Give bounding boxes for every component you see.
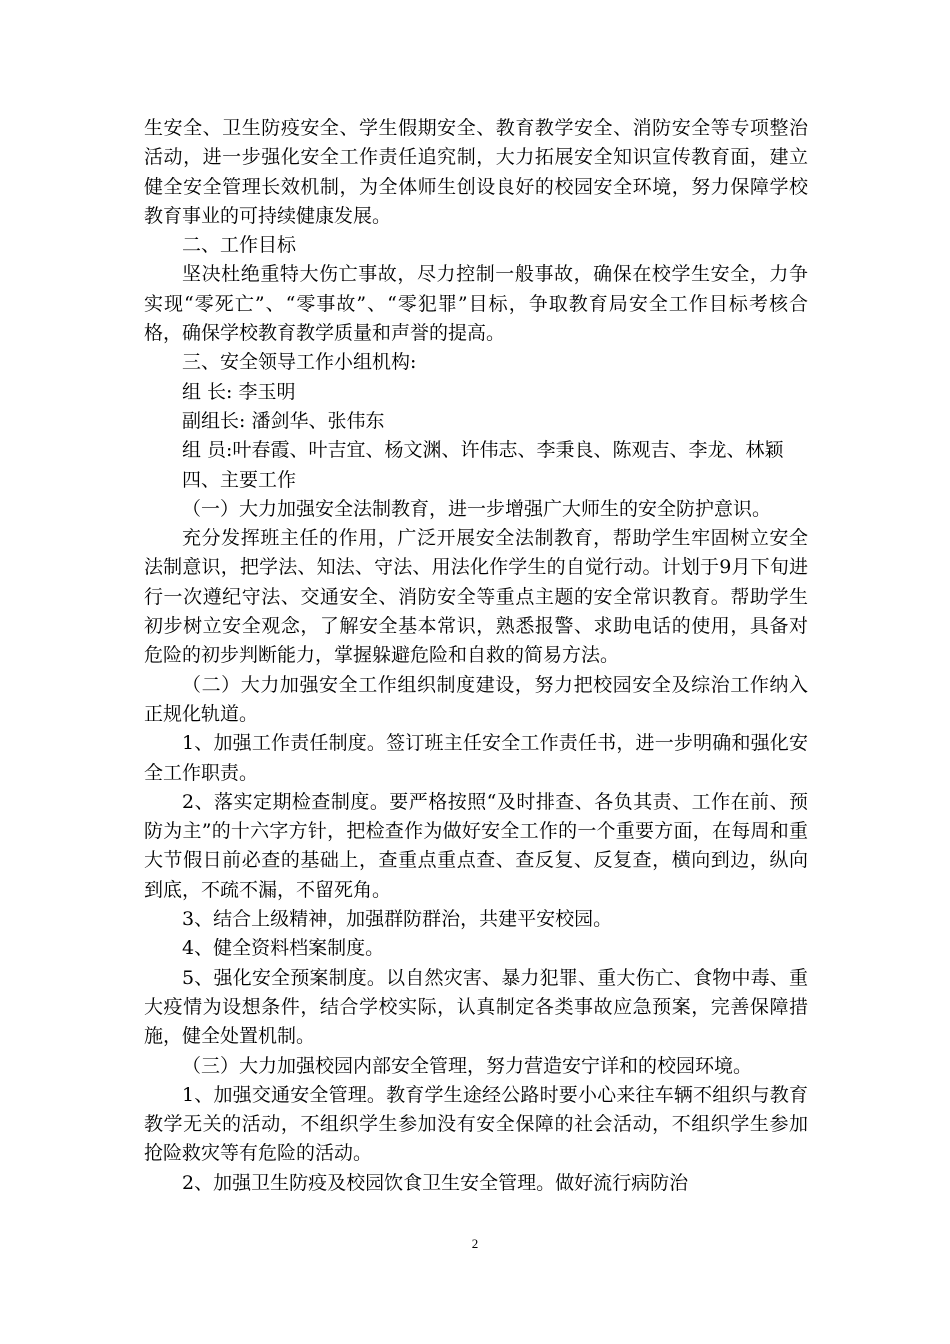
group-leader-line: 组 长: 李玉明 — [182, 380, 296, 403]
paragraph: 坚决杜绝重特大伤亡事故，尽力控制一般事故，确保在校学生安全，力争实现“零死亡”、“零事故”、“零犯罪”目标，争取教育局安全工作目标考核合格，确保学校教育教学质量和声誉的提高。 — [144, 263, 808, 345]
section-heading: 三、安全领导工作小组机构: — [182, 351, 417, 374]
list-item: 4、健全资料档案制度。 — [182, 937, 385, 960]
list-item: 1、加强交通安全管理。教育学生途经公路时要小心来往车辆不组织与教育教学无关的活动，不组织学生参加没有安全保障的社会活动，不组织学生参加抢险救灾等有危险的活动。 — [144, 1083, 808, 1165]
section-heading: 二、工作目标 — [182, 234, 297, 257]
page-number: 2 — [471, 1236, 479, 1251]
group-members-line: 组 员:叶春霞、叶吉宜、杨文渊、许伟志、李秉良、陈观吉、李龙、林颖 — [182, 439, 784, 462]
list-item: 1、加强工作责任制度。签订班主任安全工作责任书，进一步明确和强化安全工作职责。 — [144, 732, 808, 784]
deputy-leader-line: 副组长: 潘剑华、张伟东 — [182, 409, 385, 432]
document-body — [144, 114, 808, 1198]
list-item: 5、强化安全预案制度。以自然灾害、暴力犯罪、重大伤亡、食物中毒、重大疫情为设想条件，结合学校实际，认真制定各类事故应急预案，完善保障措施，健全处置机制。 — [144, 966, 808, 1048]
list-item: 2、落实定期检查制度。要严格按照“及时排查、各负其责、工作在前、预防为主”的十六字方针，把检查作为做好安全工作的一个重要方面，在每周和重大节假日前必查的基础上，查重点重点查、查反复、反复查，横向到边，纵向到底，不疏不漏，不留死角。 — [144, 790, 808, 901]
subsection-heading: （三）大力加强校园内部安全管理，努力营造安宁详和的校园环境。 — [182, 1054, 753, 1077]
section-heading: 四、主要工作 — [182, 468, 297, 491]
paragraph: 充分发挥班主任的作用，广泛开展安全法制教育，帮助学生牢固树立安全法制意识，把学法、知法、守法、用法化作学生的自觉行动。计划于9月下旬进行一次遵纪守法、交通安全、消防安全等重点主题的安全常识教育。帮助学生初步树立安全观念，了解安全基本常识，熟悉报警、求助电话的使用，具备对危险的初步判断能力，掌握躲避危险和自救的简易方法。 — [144, 527, 808, 667]
list-item: 2、加强卫生防疫及校园饮食卫生安全管理。做好流行病防治 — [182, 1171, 689, 1194]
subsection-heading: （二）大力加强安全工作组织制度建设，努力把校园安全及综治工作纳入正规化轨道。 — [144, 673, 808, 725]
paragraph: 生安全、卫生防疫安全、学生假期安全、教育教学安全、消防安全等专项整治活动，进一步强化安全工作责任追究制，大力拓展安全知识宣传教育面，建立健全安全管理长效机制，为全体师生创设良好的校园安全环境，努力保障学校教育事业的可持续健康发展。 — [144, 117, 808, 227]
list-item: 3、结合上级精神，加强群防群治，共建平安校园。 — [182, 908, 613, 931]
subsection-heading: （一）大力加强安全法制教育，进一步增强广大师生的安全防护意识。 — [182, 497, 772, 520]
